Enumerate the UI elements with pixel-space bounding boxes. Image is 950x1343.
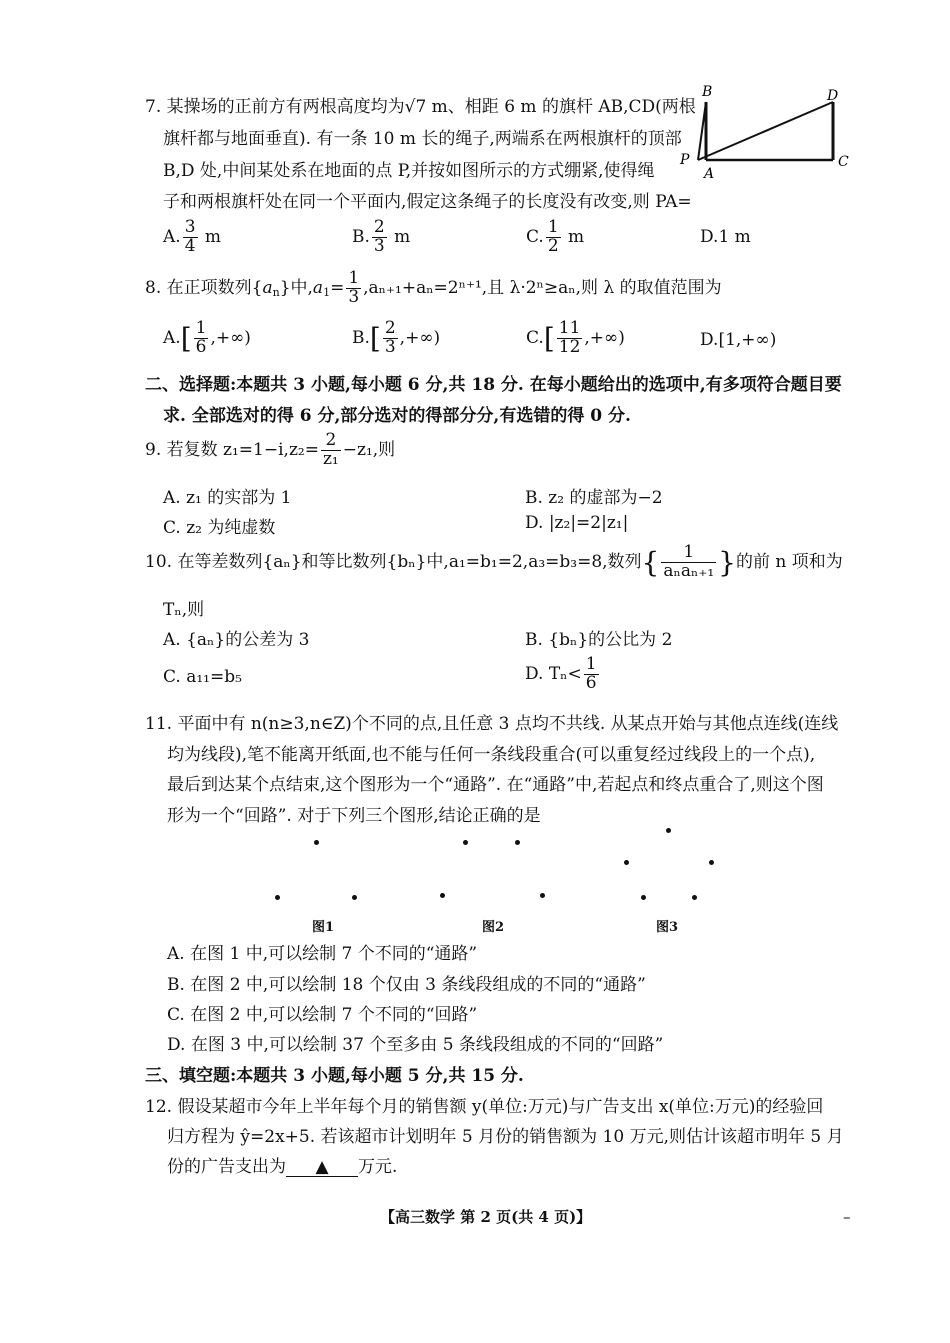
q8-option-d: D.[1,+∞) bbox=[700, 330, 777, 350]
q9-option-d: D. |z₂|=2|z₁| bbox=[525, 513, 629, 533]
section-2-heading-line1: 二、选择题:本题共 3 小题,每小题 6 分,共 18 分. 在每小题给出的选项中,有多项符合题目要 bbox=[145, 375, 842, 395]
q7-line4: 子和两根旗杆处在同一个平面内,假定这条绳子的长度没有改变,则 PA= bbox=[163, 192, 692, 212]
q8-option-c: C.[ $\frac{11}{12}$ ,+∞) bbox=[526, 318, 625, 357]
label-D: D bbox=[827, 88, 839, 104]
fig1-caption: 图1 bbox=[312, 920, 335, 935]
fig3-point bbox=[692, 895, 697, 900]
section-2-heading-line2: 求. 全部选对的得 6 分,部分选对的得部分分,有选错的得 0 分. bbox=[163, 406, 631, 426]
q11-option-a: A. 在图 1 中,可以绘制 7 个不同的“通路” bbox=[167, 944, 478, 964]
fig2-point bbox=[463, 840, 468, 845]
fig2-point bbox=[540, 893, 545, 898]
fig2-point bbox=[515, 840, 520, 845]
q7-option-c: C. $\frac{1}{2}$ m bbox=[526, 217, 585, 256]
q9-stem: 9. 若复数 z₁=1−i,z₂= $\frac{2}{\text{z₁}}$ −z₁,则 bbox=[145, 430, 396, 469]
fig3-point bbox=[624, 860, 629, 865]
page-footer: 【高三数学 第 2 页(共 4 页)】 bbox=[380, 1208, 592, 1226]
corner-mark: – bbox=[843, 1208, 851, 1226]
fig3-point bbox=[641, 895, 646, 900]
q7-option-d: D.1 m bbox=[700, 227, 751, 247]
q11-line1: 11. 平面中有 n(n≥3,n∈Z)个不同的点,且任意 3 点均不共线. 从某点开始与其他点连线(连线 bbox=[145, 714, 839, 734]
label-B: B bbox=[702, 84, 713, 100]
q7-option-a: A. $\frac{3}{4}$ m bbox=[163, 217, 222, 256]
q9-option-c: C. z₂ 为纯虚数 bbox=[163, 518, 276, 538]
q12-line2: 归方程为 ŷ=2x+5. 若该超市计划明年 5 月份的销售额为 10 万元,则估计该超市明年 5 月 bbox=[167, 1127, 844, 1147]
q7-line3: B,D 处,中间某处系在地面的点 P,并按如图所示的方式绷紧,使得绳 bbox=[163, 161, 655, 181]
q11-line3: 最后到达某个点结束,这个图形为一个“通路”. 在“通路”中,若起点和终点重合了,则这个图 bbox=[167, 775, 824, 795]
label-C: C bbox=[838, 154, 849, 170]
q11-option-b: B. 在图 2 中,可以绘制 18 个仅由 3 条线段组成的不同的“通路” bbox=[167, 975, 646, 995]
q10-option-a: A. {aₙ}的公差为 3 bbox=[163, 630, 310, 650]
q8-stem: 8. 在正项数列$\{a_n\}$中$,a_1=$ $\frac{1}{3}$ ,aₙ₊₁+aₙ=2ⁿ⁺¹,且 λ·2ⁿ≥aₙ,则 λ 的取值范围为 bbox=[145, 268, 722, 307]
q10-option-b: B. {bₙ}的公比为 2 bbox=[525, 630, 673, 650]
q10-stem: 10. 在等差数列{aₙ}和等比数列{bₙ}中,a₁=b₁=2,a₃=b₃=8,数列{ $\frac{1}{\text{aₙaₙ₊₁}}$ }的前 n 项和为 bbox=[145, 542, 843, 581]
label-A: A bbox=[704, 166, 715, 182]
label-P: P bbox=[680, 152, 690, 168]
blank-triangle-icon: ▲ bbox=[315, 1157, 329, 1177]
section-3-heading: 三、填空题:本题共 3 小题,每小题 5 分,共 15 分. bbox=[145, 1066, 524, 1086]
q7-line1: 7. 某操场的正前方有两根高度均为√7 m、相距 6 m 的旗杆 AB,CD(两根 bbox=[145, 97, 696, 117]
q11-line2: 均为线段),笔不能离开纸面,也不能与任何一条线段重合(可以重复经过线段上的一个点), bbox=[167, 745, 816, 765]
q11-line4: 形为一个“回路”. 对于下列三个图形,结论正确的是 bbox=[167, 806, 541, 826]
answer-blank bbox=[286, 1158, 358, 1177]
q12-line1: 12. 假设某超市今年上半年每个月的销售额 y(单位:万元)与广告支出 x(单位:万元)的经验回 bbox=[145, 1097, 824, 1117]
q8-option-b: B.[ $\frac{2}{3}$ ,+∞) bbox=[352, 318, 441, 357]
q8-option-a: A.[ $\frac{1}{6}$ ,+∞) bbox=[163, 318, 251, 357]
q12-line3: 份的广告支出为 ▲ 万元. bbox=[167, 1157, 398, 1177]
flagpole-figure bbox=[676, 84, 856, 184]
q11-option-d: D. 在图 3 中,可以绘制 37 个至多由 5 条线段组成的不同的“回路” bbox=[167, 1035, 664, 1055]
q7-line2: 旗杆都与地面垂直). 有一条 10 m 长的绳子,两端系在两根旗杆的顶部 bbox=[163, 129, 682, 149]
fig1-point bbox=[352, 895, 357, 900]
fig1-point bbox=[314, 840, 319, 845]
q10-option-c: C. a₁₁=b₅ bbox=[163, 667, 242, 687]
q9-option-b: B. z₂ 的虚部为−2 bbox=[525, 488, 663, 508]
q10-option-d: D. Tₙ< $\frac{1}{6}$ bbox=[525, 654, 597, 693]
q7-option-b: B. $\frac{2}{3}$ m bbox=[352, 217, 411, 256]
fig2-point bbox=[440, 893, 445, 898]
q11-option-c: C. 在图 2 中,可以绘制 7 个不同的“回路” bbox=[167, 1005, 478, 1025]
fig3-point bbox=[666, 828, 671, 833]
fig2-caption: 图2 bbox=[482, 920, 505, 935]
fig3-caption: 图3 bbox=[656, 920, 679, 935]
fig3-point bbox=[709, 860, 714, 865]
q9-option-a: A. z₁ 的实部为 1 bbox=[163, 488, 292, 508]
q10-line2: Tₙ,则 bbox=[163, 600, 205, 620]
fig1-point bbox=[275, 895, 280, 900]
